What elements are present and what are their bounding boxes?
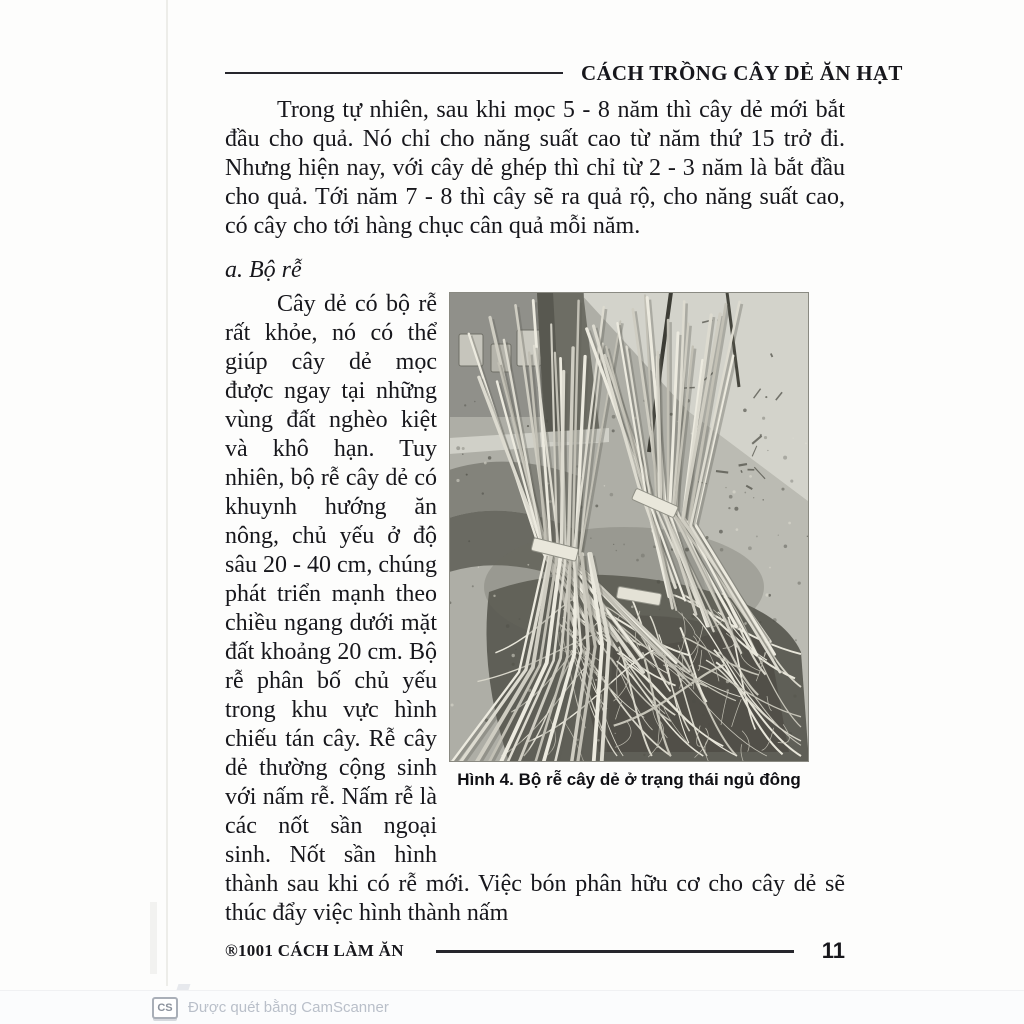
paragraph-roots: Cây dẻ có bộ rễ rất khỏe, nó có thể giúp cây dẻ mọc được ngay tại những vùng đất nghèo kiệt và khô hạn. Tuy nhiên, bộ rễ cây dẻ có khuynh hướng ăn nông, chủ yếu ở độ sâu 20 - 40 cm, chúng phát triển mạnh theo chiều ngang dưới mặt đất khoảng 20 cm. Bộ rễ phân bố chủ yếu trong khu vực hình chiếu tán cây. Rễ cây dẻ thường cộng sinh với nấm rễ. Nấm rễ là các nốt sần ngoại sinh. Nốt sần hình thành sau khi có rễ mới. Việc bón phân hữu cơ cho cây dẻ sẽ thúc đẩy việc hình thành nấm [225, 291, 845, 926]
camscanner-cs-icon: CS [152, 997, 178, 1019]
scan-artifact-line [166, 0, 168, 986]
camscanner-watermark-text: Được quét bằng CamScanner [188, 999, 389, 1016]
scan-artifact-smudge [150, 902, 157, 974]
header-rule [225, 72, 563, 74]
footer-brand: ®1001 CÁCH LÀM ĂN [225, 941, 404, 960]
page-footer [225, 928, 845, 964]
page-content [225, 58, 903, 964]
figure-caption: Hình 4. Bộ rễ cây dẻ ở trạng thái ngủ đông [457, 770, 801, 789]
paragraph-intro: Trong tự nhiên, sau khi mọc 5 - 8 năm thì cây dẻ mới bắt đầu cho quả. Nó chỉ cho năng suất cao từ năm thứ 15 trở đi. Nhưng hiện nay, với cây dẻ ghép thì chỉ từ 2 - 3 năm là bắt đầu cho quả. Tới năm 7 - 8 thì cây sẽ ra quả rộ, cho năng suất cao, có cây cho tới hàng chục cân quả mỗi năm. [225, 97, 845, 239]
page-number: 11 [821, 938, 845, 963]
section-heading: a. Bộ rễ [225, 257, 302, 283]
camscanner-bar [0, 990, 1024, 1024]
footer-rule [436, 950, 794, 953]
seedlings-photo [449, 292, 809, 762]
running-head-title: CÁCH TRỒNG CÂY DẺ ĂN HẠT [581, 60, 903, 85]
figure [449, 292, 809, 790]
page-header [225, 58, 903, 88]
figure-and-text-block [225, 290, 845, 928]
